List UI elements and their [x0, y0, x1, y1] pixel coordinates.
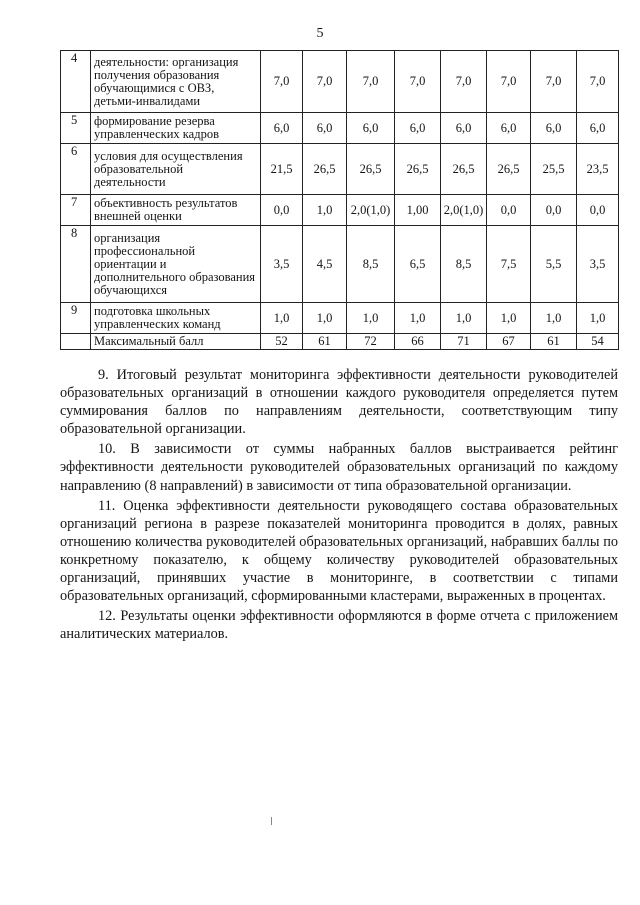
- total-cell: 67: [487, 334, 531, 350]
- empty-cell: [61, 334, 91, 350]
- score-cell: 7,0: [487, 51, 531, 113]
- score-cell: 6,5: [395, 226, 441, 303]
- score-cell: 7,0: [441, 51, 487, 113]
- score-cell: 1,0: [487, 303, 531, 334]
- score-cell: 0,0: [577, 195, 619, 226]
- row-number: 6: [61, 144, 91, 195]
- total-cell: 72: [347, 334, 395, 350]
- score-cell: 6,0: [487, 113, 531, 144]
- score-cell: 26,5: [303, 144, 347, 195]
- score-cell: 1,00: [395, 195, 441, 226]
- total-cell: 52: [261, 334, 303, 350]
- body-text: [60, 366, 618, 645]
- score-cell: 7,5: [487, 226, 531, 303]
- score-cell: 1,0: [303, 195, 347, 226]
- score-cell: 23,5: [577, 144, 619, 195]
- score-cell: 8,5: [347, 226, 395, 303]
- row-number: 8: [61, 226, 91, 303]
- paragraph-11: 11. Оценка эффективности деятельности руководящего состава образовательных организаций региона в разрезе показателей мониторинга проводится в долях, равных отношению количества руководителей образовательных организаций, набравших баллы по конкретному показателю, к общему количеству руководителей образовательных организаций, принявших участие в мониторинге, в соответствии с типами образовательных организаций, сформированными кластерами, выраженных в процентах.: [60, 497, 618, 605]
- total-cell: 61: [303, 334, 347, 350]
- score-cell: 7,0: [347, 51, 395, 113]
- row-number: 9: [61, 303, 91, 334]
- score-cell: 26,5: [347, 144, 395, 195]
- score-cell: 6,0: [531, 113, 577, 144]
- score-cell: 6,0: [347, 113, 395, 144]
- score-cell: 7,0: [261, 51, 303, 113]
- row-description: подготовка школьных управленческих команд: [91, 303, 261, 334]
- row-number: 4: [61, 51, 91, 113]
- row-description: организация профессиональной ориентации и дополнительного образования обучающихся: [91, 226, 261, 303]
- score-cell: 6,0: [303, 113, 347, 144]
- score-cell: 7,0: [577, 51, 619, 113]
- score-cell: 26,5: [441, 144, 487, 195]
- score-cell: 26,5: [487, 144, 531, 195]
- total-cell: 71: [441, 334, 487, 350]
- score-cell: 3,5: [261, 226, 303, 303]
- score-cell: 1,0: [441, 303, 487, 334]
- score-cell: 4,5: [303, 226, 347, 303]
- score-cell: 3,5: [577, 226, 619, 303]
- score-cell: 2,0(1,0): [441, 195, 487, 226]
- scan-speck: [271, 817, 272, 825]
- score-cell: 0,0: [531, 195, 577, 226]
- table-row: [61, 113, 619, 144]
- score-cell: 6,0: [395, 113, 441, 144]
- score-cell: 1,0: [395, 303, 441, 334]
- paragraph-9: 9. Итоговый результат мониторинга эффективности деятельности руководителей образовательных организаций в отношении каждого руководителя определяется путем суммирования баллов по направлениям деятельности, соответствующим типу образовательной организации.: [60, 367, 618, 438]
- row-description: деятельности: организация получения образования обучающимися с ОВЗ, детьми-инвалидами: [91, 51, 261, 113]
- score-cell: 1,0: [347, 303, 395, 334]
- table-row: [61, 195, 619, 226]
- score-cell: 0,0: [261, 195, 303, 226]
- row-description: объективность результатов внешней оценки: [91, 195, 261, 226]
- total-label: Максимальный балл: [91, 334, 261, 350]
- score-cell: 1,0: [303, 303, 347, 334]
- score-cell: 21,5: [261, 144, 303, 195]
- score-cell: 7,0: [303, 51, 347, 113]
- score-cell: 6,0: [577, 113, 619, 144]
- total-row: [61, 334, 619, 350]
- row-number: 5: [61, 113, 91, 144]
- table-row: [61, 303, 619, 334]
- scores-table: [60, 50, 619, 350]
- row-number: 7: [61, 195, 91, 226]
- paragraph-10: 10. В зависимости от суммы набранных баллов выстраивается рейтинг эффективности деятельности руководителей образовательных организаций по каждому направлению (8 направлений) в зависимости от типа образовательной организации.: [60, 441, 618, 494]
- score-cell: 1,0: [261, 303, 303, 334]
- score-cell: 25,5: [531, 144, 577, 195]
- row-description: формирование резерва управленческих кадров: [91, 113, 261, 144]
- score-cell: 0,0: [487, 195, 531, 226]
- table-row: [61, 226, 619, 303]
- score-cell: 1,0: [577, 303, 619, 334]
- row-description: условия для осуществления образовательной деятельности: [91, 144, 261, 195]
- total-cell: 66: [395, 334, 441, 350]
- score-cell: 1,0: [531, 303, 577, 334]
- score-cell: 2,0(1,0): [347, 195, 395, 226]
- score-cell: 7,0: [531, 51, 577, 113]
- paragraph-12: 12. Результаты оценки эффективности оформляются в форме отчета с приложением аналитических материалов.: [60, 608, 618, 643]
- table-row: [61, 144, 619, 195]
- score-cell: 5,5: [531, 226, 577, 303]
- score-cell: 6,0: [441, 113, 487, 144]
- score-cell: 26,5: [395, 144, 441, 195]
- score-cell: 7,0: [395, 51, 441, 113]
- table-row: [61, 51, 619, 113]
- score-cell: 6,0: [261, 113, 303, 144]
- total-cell: 61: [531, 334, 577, 350]
- page-number: 5: [316, 26, 324, 41]
- score-cell: 8,5: [441, 226, 487, 303]
- total-cell: 54: [577, 334, 619, 350]
